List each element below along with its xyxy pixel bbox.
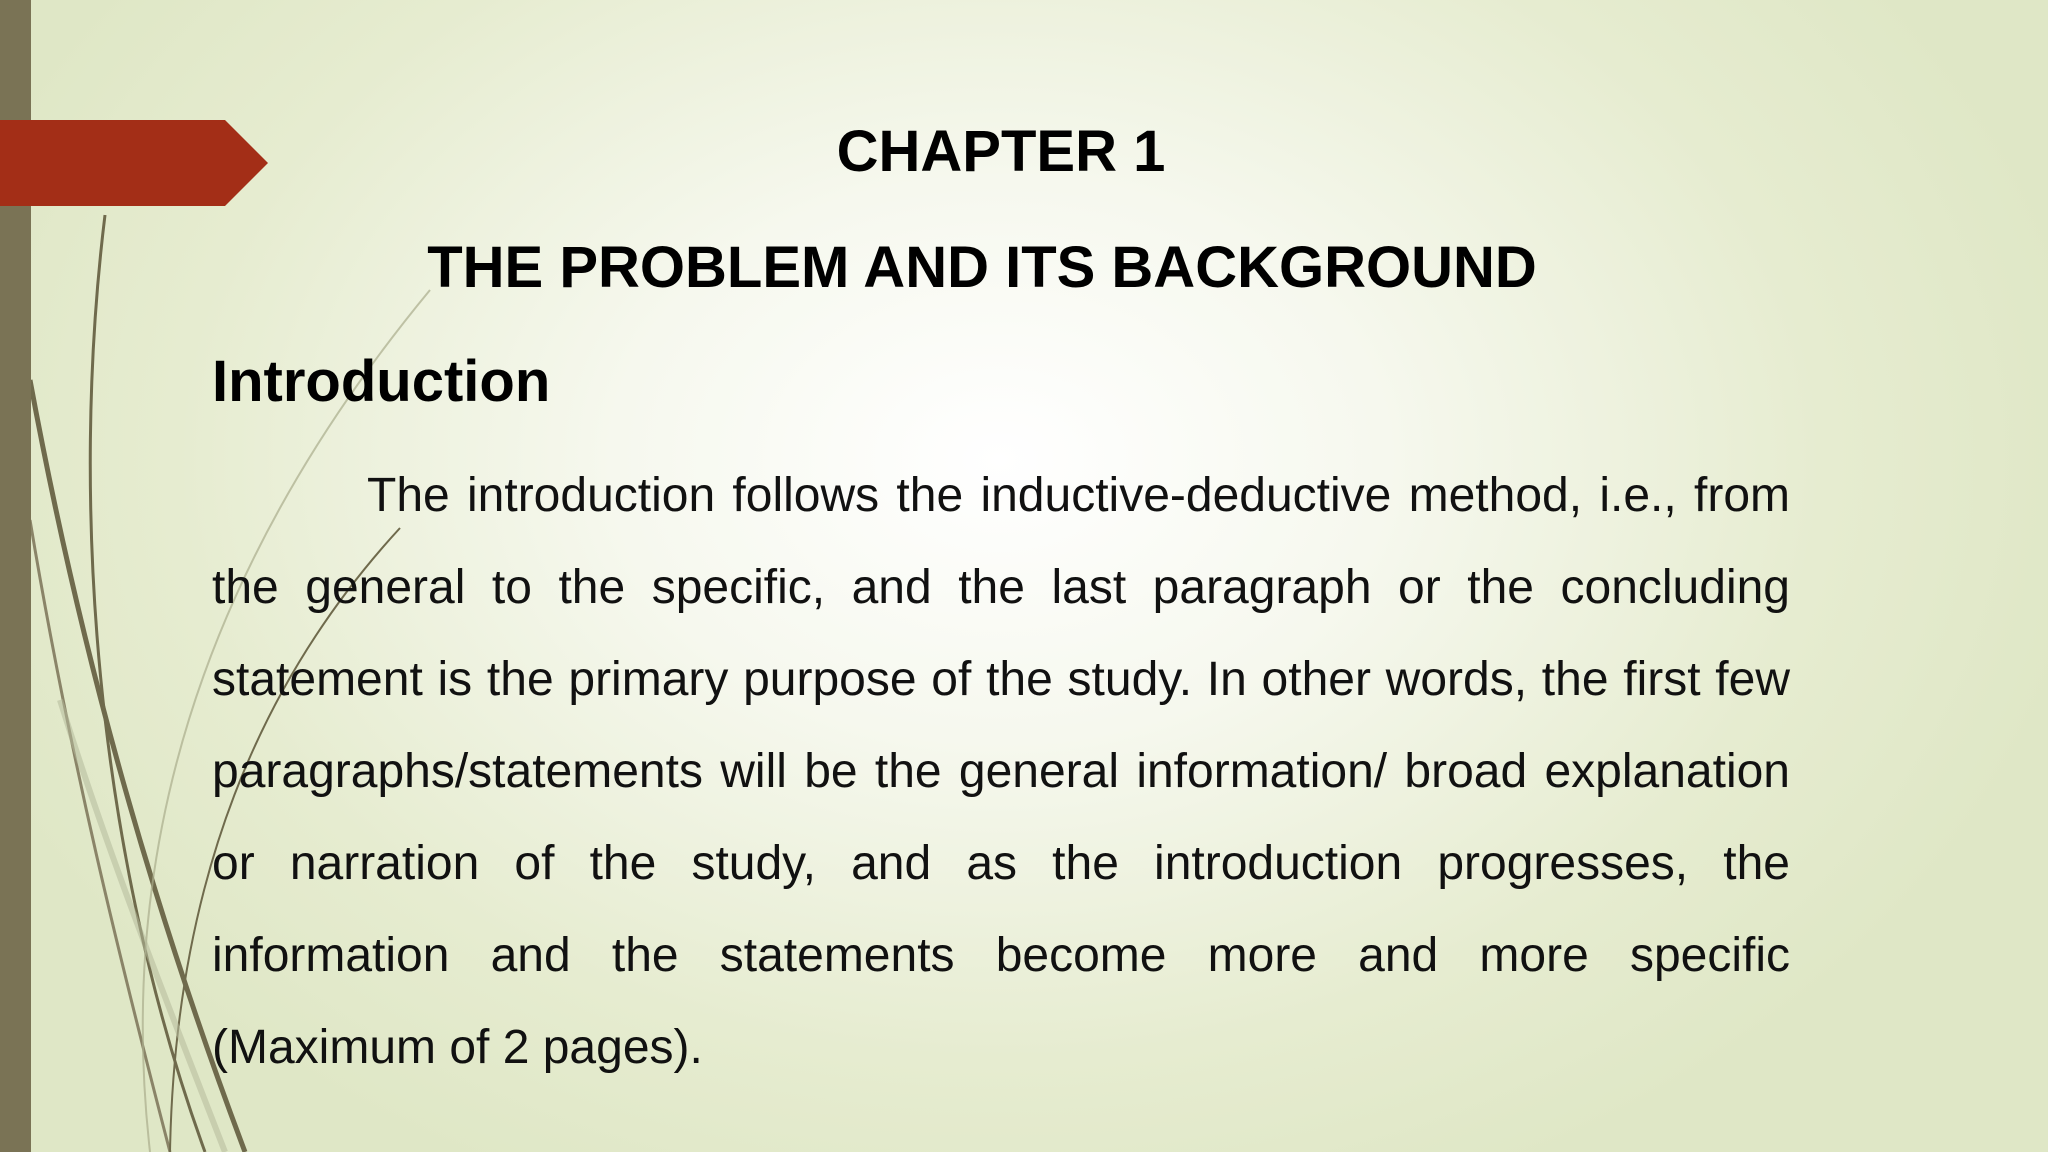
curve-line <box>60 700 225 1152</box>
body-paragraph: The introduction follows the inductive-deductive method, i.e., from the general to the specific, and the last paragraph or the concluding statement is the primary purpose of the study. In other words, the first few paragraphs/statements will be the general information/ broad explanation or narration of the study, and as the introduction progresses, the information and the statements become more and more specific (Maximum of 2 pages). <box>212 469 1790 1074</box>
chapter-title: THE PROBLEM AND ITS BACKGROUND <box>427 235 1537 300</box>
curve-line <box>90 215 205 1152</box>
curve-line <box>30 520 170 1152</box>
section-heading: Introduction <box>212 349 551 414</box>
chapter-heading: CHAPTER 1 <box>836 119 1166 184</box>
